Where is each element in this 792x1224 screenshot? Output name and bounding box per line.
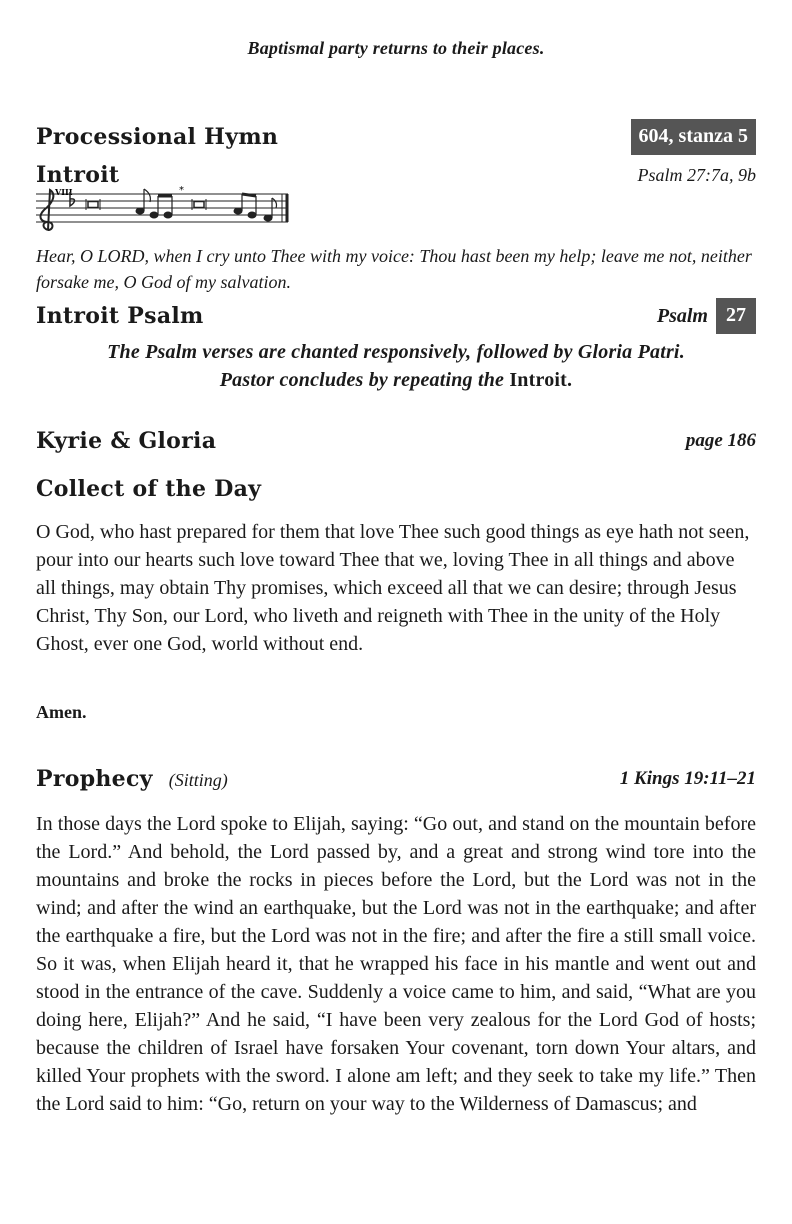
psalm-rubric [36, 338, 756, 394]
chant-mode-label: VIII [55, 187, 73, 197]
asterisk-icon: * [179, 186, 184, 196]
introit-psalm-title: Introit Psalm [36, 303, 204, 329]
introit-title: Introit [36, 162, 120, 188]
collect-row [36, 476, 756, 502]
psalm-rubric-line1: The Psalm verses are chanted responsively, followed by Gloria Patri. [107, 341, 685, 363]
rubric-baptismal: Baptismal party returns to their places. [247, 38, 545, 58]
eighth-notes-icon [136, 189, 172, 218]
prophecy-row [36, 766, 756, 792]
psalm-number-badge: 27 [716, 298, 756, 334]
prophecy-reference: 1 Kings 19:11–21 [619, 768, 756, 789]
psalm-reference [657, 298, 756, 334]
hymn-number-badge: 604, stanza 5 [631, 119, 756, 155]
psalm-label: Psalm [656, 304, 708, 327]
introit-psalm-row [36, 298, 756, 334]
chant-staff [36, 186, 296, 236]
document-page [36, 0, 756, 1224]
psalm-rubric-introit: Introit. [509, 369, 573, 391]
processional-row [36, 119, 756, 155]
collect-text: O God, who hast prepared for them that love Thee such good things as eye hath not seen, pour into our hearts such love toward Thee that we, loving Thee in all things and above all things, may obtain Thy promises, which exceed all that we can desire; through Jesus Christ, Thy Son, our Lord, who liveth and reigneth with Thee in the unity of the Holy Ghost, ever one God, world without end. [36, 521, 750, 655]
kyrie-page-ref: page 186 [685, 430, 756, 451]
kyrie-title: Kyrie & Gloria [36, 428, 217, 454]
introit-reference: Psalm 27:7a, 9b [637, 164, 756, 185]
prophecy-title: Prophecy [36, 766, 153, 792]
prophecy-posture: (Sitting) [168, 770, 228, 790]
kyrie-row [36, 428, 756, 454]
collect-amen: Amen. [36, 702, 87, 722]
prophecy-text: In those days the Lord spoke to Elijah, saying: “Go out, and stand on the mountain before the Lord.” And behold, the Lord passed by, and a great and strong wind tore into the mountains and broke the rocks in pieces before the Lord, but the Lord was not in the wind; and after the wind an earthquake, but the Lord was not in the earthquake; and after the earthquake a fire, but the Lord was not in the fire; and after the fire a still small voice. So it was, when Elijah heard it, that he wrapped his face in his mantle and went out and stood in the entrance of the cave. Suddenly a voice came to him, and said, “What are you doing here, Elijah?” And he said, “I have been very zealous for the Lord God of hosts; because the children of Israel have forsaken Your covenant, torn down Your altars, and killed Your prophets with the sword. I alone am left; and they seek to take my life.” Then the Lord said to him: “Go, return on your way to the Wilderness of Damascus; and [36, 813, 756, 1115]
prophecy-heading [36, 766, 228, 792]
introit-text: Hear, O LORD, when I cry unto Thee with my voice: Thou hast been my help; leave me not, neither forsake me, O God of my salvation. [36, 246, 752, 292]
psalm-rubric-line2 [36, 366, 756, 394]
processional-title: Processional Hymn [36, 124, 279, 150]
collect-title: Collect of the Day [36, 476, 262, 502]
introit-row [36, 162, 756, 188]
psalm-rubric-line2-italic: Pastor concludes by repeating the [219, 369, 510, 391]
treble-clef-icon [41, 190, 54, 230]
